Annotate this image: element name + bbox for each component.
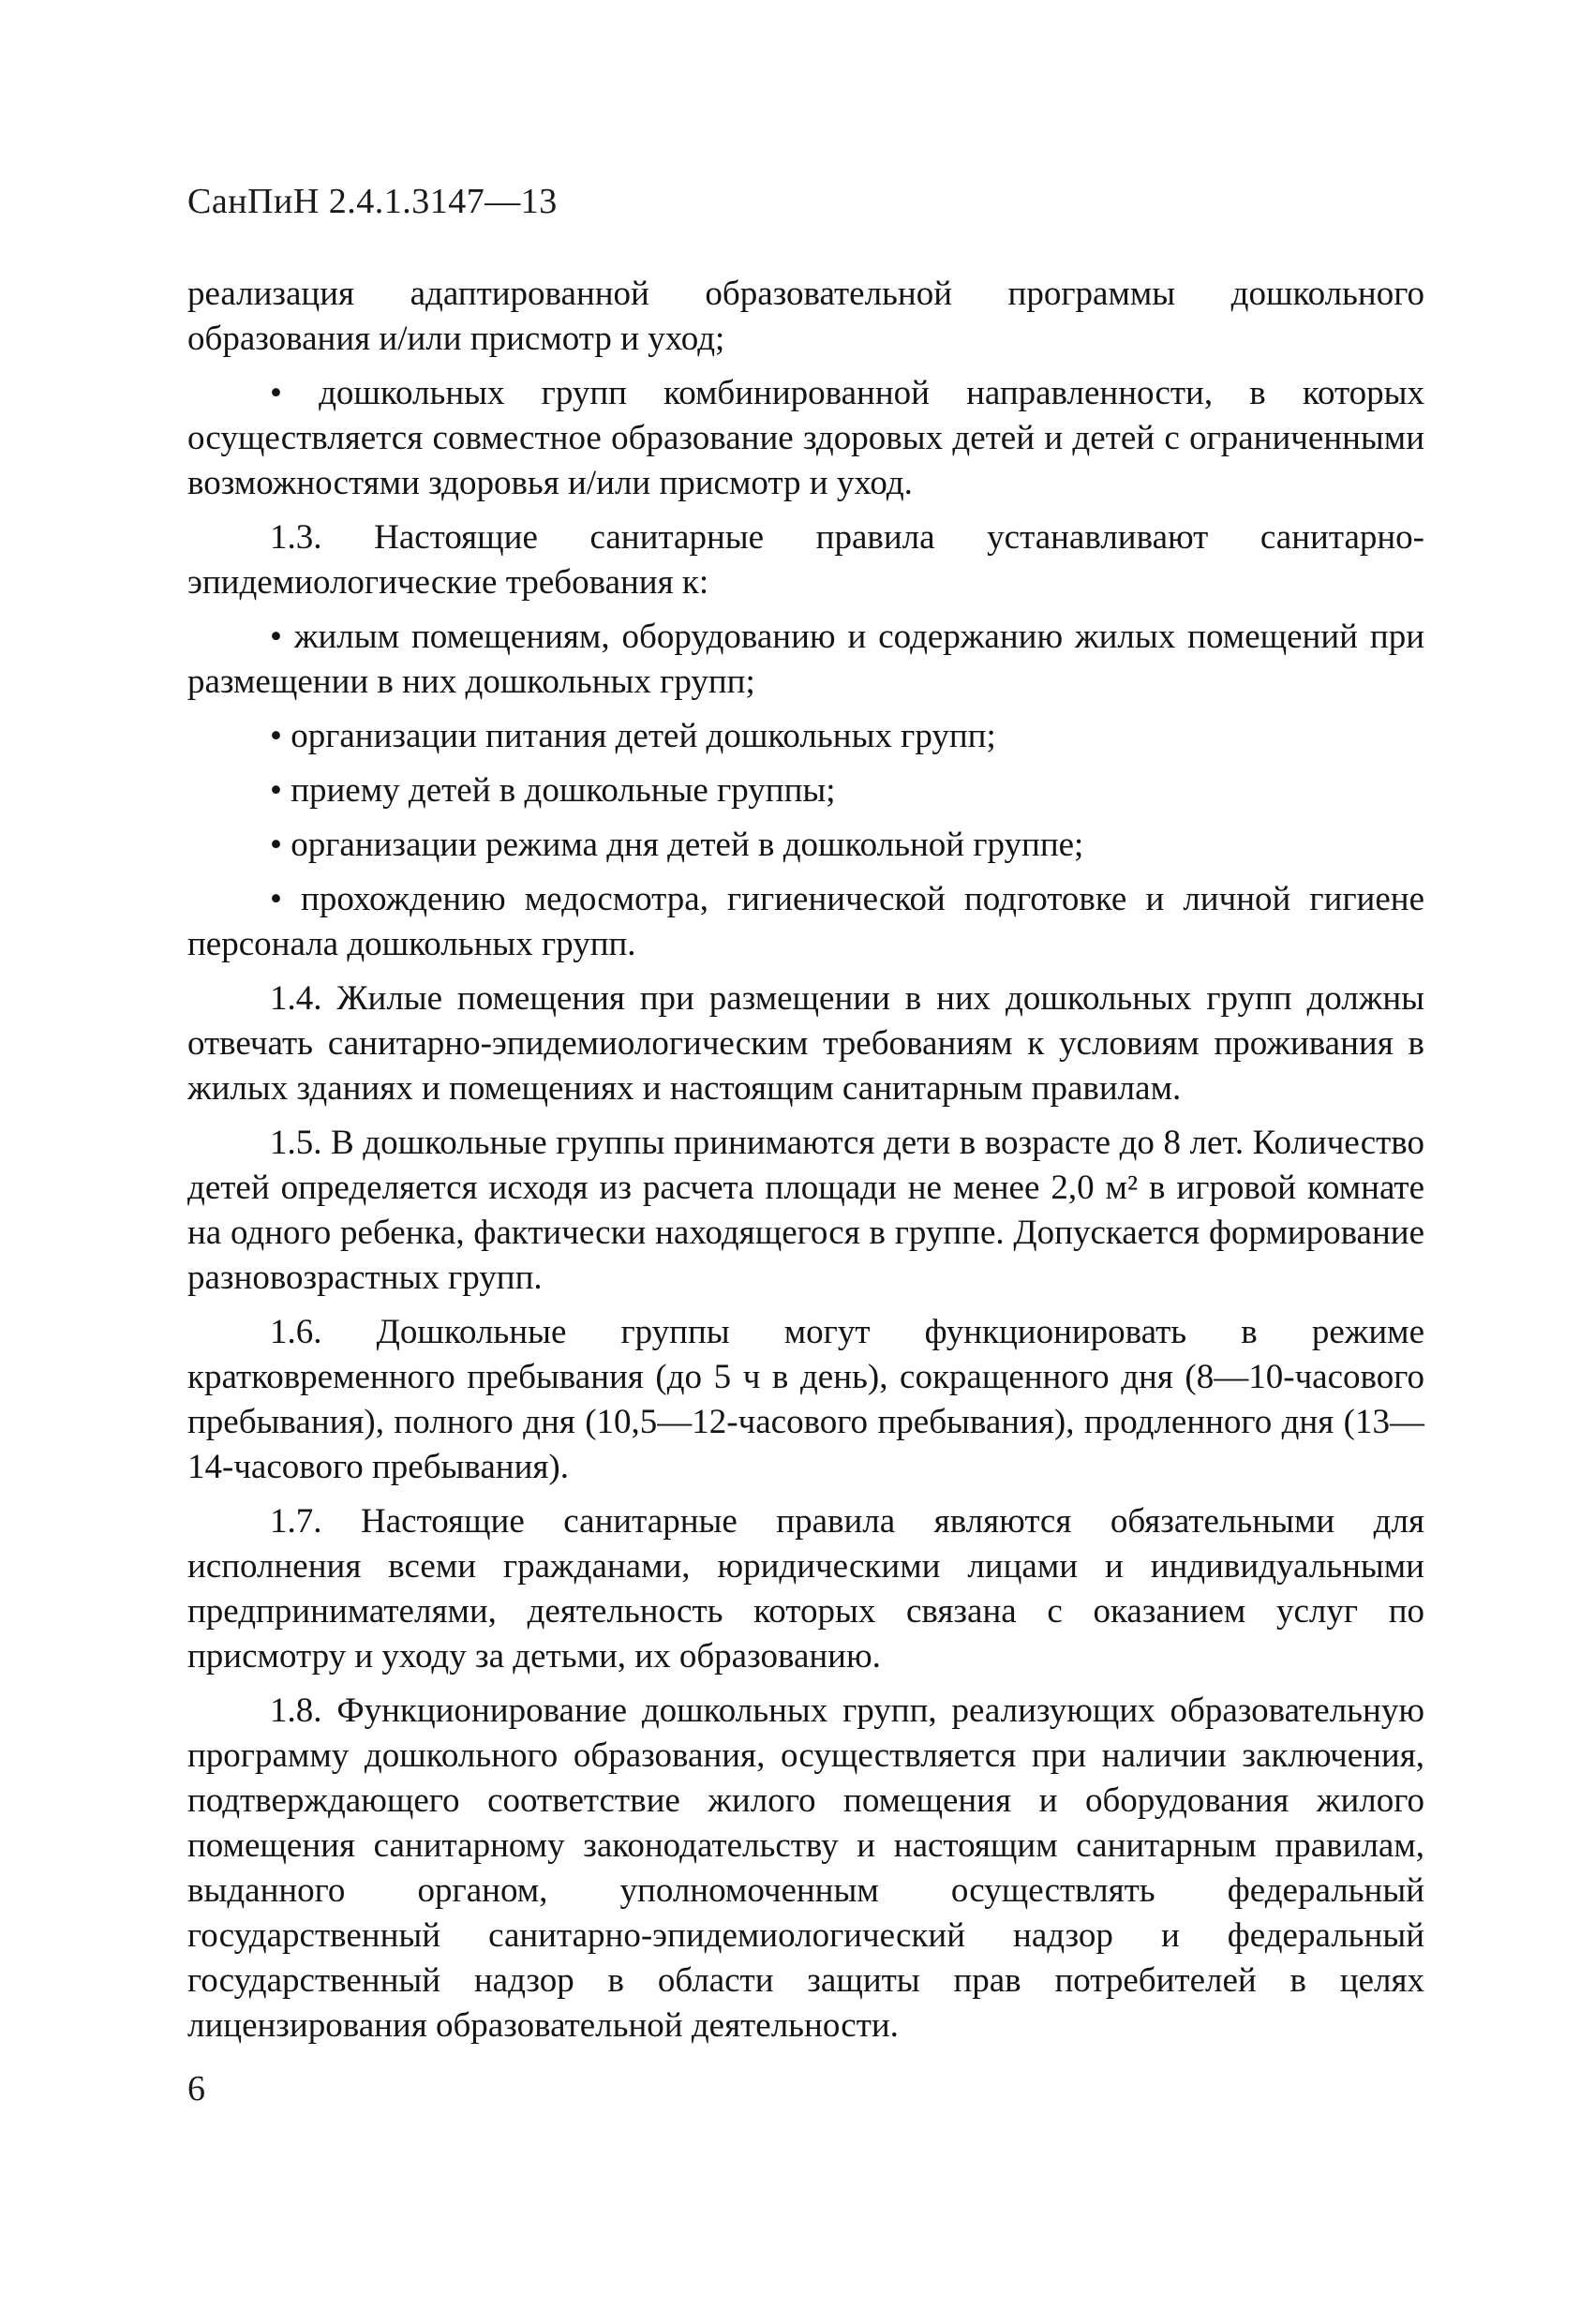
page-number: 6 [187, 2069, 205, 2108]
paragraph-continuation: реализация адаптированной образовательной программы дошкольного образования и/или присмотр и уход; [187, 275, 1424, 358]
running-header: СанПиН 2.4.1.3147—13 [187, 182, 558, 221]
bullet-item: • прохождению медосмотра, гигиенической подготовке и личной гигиене персонала дошкольных групп. [187, 880, 1424, 963]
clause-1-7: 1.7. Настоящие санитарные правила являются обязательными для исполнения всеми гражданами, юридическими лицами и индивидуальными предпринимателями, деятельность которых связана с оказанием услуг по присмотру и уходу за детьми, их образованию. [187, 1502, 1424, 1676]
body-text [187, 272, 1424, 2058]
clause-1-6: 1.6. Дошкольные группы могут функционировать в режиме кратковременного пребывания (до 5 ч в день), сокращенного дня (8—10-часового пребывания), полного дня (10,5—12-часового пребывания), продленного дня (13—14-часового пребывания). [187, 1313, 1424, 1486]
clause-1-4: 1.4. Жилые помещения при размещении в них дошкольных групп должны отвечать санитарно-эпидемиологическим требованиям к условиям проживания в жилых зданиях и помещениях и настоящим санитарным правилам. [187, 979, 1424, 1108]
bullet-item: • организации режима дня детей в дошкольной группе; [270, 826, 1084, 864]
bullet-item: • дошкольных групп комбинированной направленности, в которых осуществляется совместное образование здоровых детей и детей с ограниченными возможностями здоровья и/или присмотр и уход. [187, 374, 1424, 502]
clause-1-5: 1.5. В дошкольные группы принимаются дети в возрасте до 8 лет. Количество детей определяется исходя из расчета площади не менее 2,0 м² в игровой комнате на одного ребенка, фактически находящегося в группе. Допускается формирование разновозрастных групп. [187, 1124, 1424, 1297]
clause-1-3: 1.3. Настоящие санитарные правила устанавливают санитарно-эпидемиологические требования к: [187, 518, 1424, 602]
bullet-item: • жилым помещениям, оборудованию и содержанию жилых помещений при размещении в них дошкольных групп; [187, 618, 1424, 701]
clause-1-8: 1.8. Функционирование дошкольных групп, реализующих образовательную программу дошкольного образования, осуществляется при наличии заключения, подтверждающего соответствие жилого помещения и оборудования жилого помещения санитарному законодательству и настоящим санитарным правилам, выданного органом, уполномоченным осуществлять федеральный государственный санитарно-эпидемиологический надзор и федеральный государственный надзор в области защиты прав потребителей в целях лицензирования образовательной деятельности. [187, 1691, 1424, 2045]
bullet-item: • организации питания детей дошкольных групп; [270, 717, 996, 755]
bullet-item: • приему детей в дошкольные группы; [270, 771, 836, 810]
